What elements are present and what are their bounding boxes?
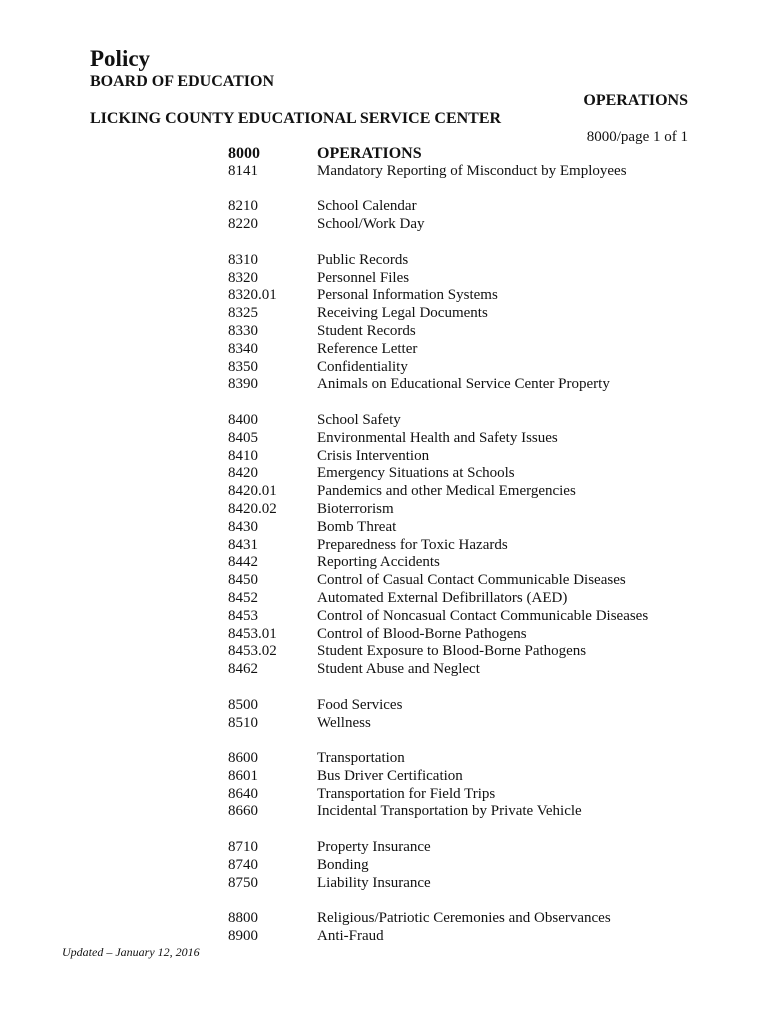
policy-row [228,768,648,786]
policy-title: Student Abuse and Neglect [317,661,480,678]
policy-title: Personal Information Systems [317,287,498,304]
policy-code: 8800 [228,910,258,927]
policy-title: Incidental Transportation by Private Vehicle [317,803,582,820]
policy-row [228,643,648,661]
policy-row [228,287,648,305]
policy-title: Transportation for Field Trips [317,785,496,802]
policy-row [228,715,648,733]
policy-code: 8453.02 [228,643,277,660]
policy-code: 8400 [228,411,258,428]
policy-title: Preparedness for Toxic Hazards [317,536,508,553]
policy-code: 8600 [228,750,258,767]
policy-code: 8431 [228,536,258,553]
policy-title: Student Records [317,322,416,339]
policy-code: 8452 [228,589,258,606]
policy-code: 8601 [228,767,258,784]
policy-code: 8141 [228,162,258,179]
policy-title: Bus Driver Certification [317,767,463,784]
policy-title: Anti-Fraud [317,928,384,945]
policy-title: Receiving Legal Documents [317,305,488,322]
policy-title: Public Records [317,251,409,268]
policy-code: 8310 [228,251,258,268]
policy-title: Student Exposure to Blood-Borne Pathogens [317,643,587,660]
policy-row [228,537,648,555]
policy-title: Wellness [317,714,371,731]
policy-title: Control of Noncasual Contact Communicable Diseases [317,607,649,624]
organization-name: LICKING COUNTY EDUCATIONAL SERVICE CENTER [90,110,502,127]
policy-code: 8510 [228,714,258,731]
policy-index [228,145,648,946]
policy-code: 8462 [228,661,258,678]
policy-title: Liability Insurance [317,874,431,891]
policy-code: 8640 [228,785,258,802]
policy-row [228,928,648,946]
policy-row [228,412,648,430]
policy-title: Environmental Health and Safety Issues [317,429,558,446]
section-heading: OPERATIONS [583,92,688,109]
policy-code: 8450 [228,572,258,589]
policy-row [228,803,648,821]
policy-row [228,216,648,234]
policy-title: Emergency Situations at Schools [317,465,515,482]
policy-row [228,661,648,679]
policy-row [228,323,648,341]
policy-title: Confidentiality [317,358,408,375]
policy-code: 8453 [228,607,258,624]
policy-row [228,839,648,857]
policy-row [228,875,648,893]
policy-code: 8330 [228,322,258,339]
policy-row [228,519,648,537]
updated-date: Updated – January 12, 2016 [62,945,200,959]
policy-code: 8000 [228,145,260,162]
policy-title: Food Services [317,696,403,713]
policy-row [228,465,648,483]
policy-row [228,448,648,466]
policy-code: 8320.01 [228,287,277,304]
policy-row [228,554,648,572]
policy-row [228,305,648,323]
policy-title: Bioterrorism [317,500,394,517]
policy-row [228,786,648,804]
policy-row [228,572,648,590]
policy-title: Crisis Intervention [317,447,430,464]
policy-code: 8750 [228,874,258,891]
policy-row [228,697,648,715]
policy-row [228,910,648,928]
policy-row [228,430,648,448]
policy-code: 8500 [228,696,258,713]
policy-row [228,626,648,644]
policy-title: School Safety [317,411,401,428]
policy-row [228,163,648,181]
policy-title: Automated External Defibrillators (AED) [317,589,568,606]
policy-code: 8710 [228,839,258,856]
policy-code: 8420 [228,465,258,482]
policy-code: 8390 [228,376,258,393]
policy-code: 8740 [228,856,258,873]
board-heading: BOARD OF EDUCATION [90,73,275,90]
policy-code: 8430 [228,518,258,535]
policy-row [228,145,648,163]
policy-code: 8325 [228,305,258,322]
policy-code: 8210 [228,198,258,215]
page-number: 8000/page 1 of 1 [586,129,688,145]
document-title: Policy [90,46,151,71]
policy-row [228,590,648,608]
policy-row [228,750,648,768]
policy-row [228,270,648,288]
policy-title: Control of Blood-Borne Pathogens [317,625,527,642]
policy-code: 8442 [228,554,258,571]
policy-row [228,359,648,377]
policy-title: Bonding [317,856,369,873]
policy-code: 8340 [228,340,258,357]
policy-code: 8405 [228,429,258,446]
policy-code: 8420.01 [228,483,277,500]
policy-title: School Calendar [317,198,417,215]
policy-code: 8320 [228,269,258,286]
policy-title: Reporting Accidents [317,554,440,571]
policy-code: 8660 [228,803,258,820]
policy-row [228,608,648,626]
policy-title: Pandemics and other Medical Emergencies [317,483,576,500]
policy-code: 8420.02 [228,500,277,517]
policy-row [228,341,648,359]
policy-title: Transportation [317,750,405,767]
policy-row [228,857,648,875]
policy-row [228,198,648,216]
policy-row [228,376,648,394]
policy-row [228,501,648,519]
policy-code: 8900 [228,928,258,945]
policy-title: Mandatory Reporting of Misconduct by Employees [317,162,627,179]
policy-title: Personnel Files [317,269,410,286]
policy-title: Religious/Patriotic Ceremonies and Observances [317,910,611,927]
policy-title: Animals on Educational Service Center Property [317,376,610,393]
policy-row [228,252,648,270]
policy-code: 8410 [228,447,258,464]
policy-title: Property Insurance [317,839,431,856]
policy-title: Bomb Threat [317,518,397,535]
policy-title: School/Work Day [317,216,425,233]
policy-code: 8453.01 [228,625,277,642]
policy-code: 8350 [228,358,258,375]
policy-row [228,483,648,501]
policy-title: OPERATIONS [317,145,422,162]
policy-title: Control of Casual Contact Communicable Diseases [317,572,626,589]
policy-code: 8220 [228,216,258,233]
policy-title: Reference Letter [317,340,418,357]
